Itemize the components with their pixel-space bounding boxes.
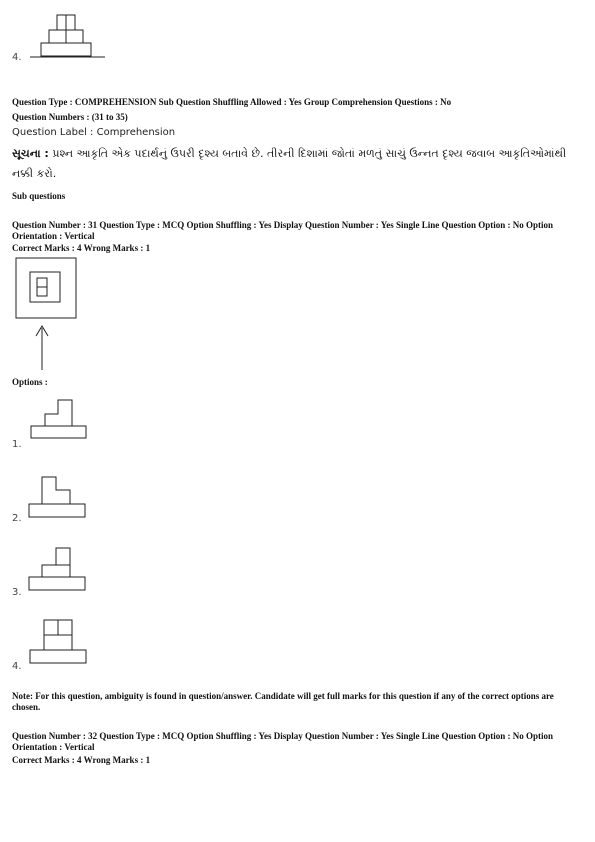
option-1-figure (25, 394, 95, 444)
instruction-text (12, 144, 582, 184)
instruction-lead: સૂચના : (12, 147, 49, 160)
question-type-line: Question Type : COMPREHENSION Sub Question Shuffling Allowed : Yes Group Comprehension Questions : No (12, 97, 452, 107)
question-figure-top-view (12, 256, 82, 376)
q32-meta: Question Number : 32 Question Type : MCQ Option Shuffling : Yes Display Question Number : Yes Single Line Question Option : No Option Orientation : Vertical (12, 731, 553, 752)
q31-marks: Correct Marks : 4 Wrong Marks : 1 (12, 243, 151, 253)
option-4-figure (25, 614, 95, 669)
instruction-body: પ્રશ્ન આકૃતિ એક પદાર્થનું ઉપરી દૃશ્ય બતાવે છે. તીરની દિશામાં જોતાં મળતું સાચું ઉન્નત દૃશ્ય જવાબ આકૃતિઓમાંથી નક્કી કરો. (12, 147, 567, 180)
option-2-number[interactable]: 2. (12, 513, 22, 524)
option-2-figure (25, 470, 95, 520)
option-4-number[interactable]: 4. (12, 661, 22, 672)
option-4-figure-prev (25, 10, 115, 65)
question-label: Question Label : Comprehension (12, 127, 176, 138)
ambiguity-note: Note: For this question, ambiguity is found in question/answer. Candidate will get full marks for this question if any of the correct options are chosen. (12, 691, 554, 712)
option-number: 4. (12, 52, 22, 63)
option-1-number[interactable]: 1. (12, 439, 22, 450)
option-3-number[interactable]: 3. (12, 587, 22, 598)
q32-marks: Correct Marks : 4 Wrong Marks : 1 (12, 755, 151, 765)
option-3-figure (25, 540, 95, 595)
question-numbers-line: Question Numbers : (31 to 35) (12, 112, 128, 122)
options-label: Options : (12, 377, 48, 387)
sub-questions-label: Sub questions (12, 191, 66, 201)
q31-meta: Question Number : 31 Question Type : MCQ Option Shuffling : Yes Display Question Number : Yes Single Line Question Option : No Option Orientation : Vertical (12, 220, 553, 241)
